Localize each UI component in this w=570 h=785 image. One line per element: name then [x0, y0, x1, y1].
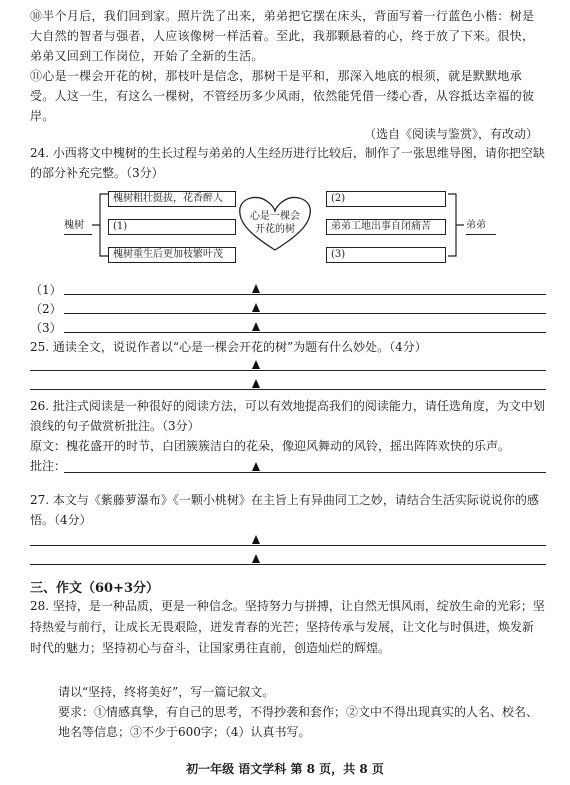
- answer-label-1: （1）: [30, 283, 62, 297]
- mind-map-right-item-2: 弟弟工地出事自闭痛苦: [326, 219, 446, 235]
- mind-map-left-label: 槐树: [64, 219, 92, 235]
- answer-label-2: （2）: [30, 302, 62, 316]
- answer-marker-triangle-icon: [252, 360, 260, 369]
- question-24-text: 24. 小西将文中槐树的生长过程与弟弟的人生经历进行比较后，制作了一张思维导图，请你把空缺的部分补充完整。（3分）: [30, 146, 545, 180]
- mind-map-right-item-3: (3): [326, 247, 446, 263]
- q25-answer-line-2[interactable]: [30, 389, 546, 390]
- question-27-text: 27. 本文与《紫藤萝瀑布》《一颗小桃树》在主旨上有异曲同工之妙，请结合生活实际说说你的感悟。（4分）: [30, 493, 539, 527]
- q27-answer-line-2[interactable]: [30, 564, 546, 565]
- q25-answer-line-1[interactable]: [30, 370, 546, 371]
- page-footer: 初一年级 语文学科 第 8 页，共 8 页: [186, 762, 384, 776]
- mind-map-left-item-1: 槐树粗壮挺拔，花香醉人: [108, 191, 236, 207]
- question-28-text: 28. 坚持，是一种品质，更是一种信念。坚持努力与拼搏，让自然无惧风雨，绽放生命的光彩；坚持热爱与前行，让成长无畏艰险，迸发青春的光芒；坚持传承与发展，让文化与时俱进，焕发新时代的魅力；坚持初心与奋斗，让国家勇往直前，创造灿烂的辉煌。: [30, 599, 545, 655]
- section-3-title: 三、作文（60+3分）: [30, 581, 160, 596]
- mind-map-right-label: 弟弟: [466, 219, 496, 235]
- q26-annotation-label: 批注：: [30, 459, 67, 473]
- answer-marker-triangle-icon: [252, 535, 260, 544]
- answer-marker-triangle-icon: [252, 379, 260, 388]
- answer-marker-triangle-icon: [252, 303, 260, 312]
- left-brace-icon: [90, 190, 110, 260]
- answer-line-3[interactable]: [64, 332, 546, 333]
- mind-map-center-text: 心是一棵会开花的树: [250, 211, 300, 235]
- question-26-text: 26. 批注式阅读是一种很好的阅读方法，可以有效地提高我们的阅读能力，请任选角度，为文中划浪线的句子做赏析批注。（3分）: [30, 399, 545, 433]
- answer-line-1[interactable]: [64, 294, 546, 295]
- passage-source: （选自《阅读与鉴赏》，有改动）: [363, 127, 538, 141]
- q28-prompt: 请以“坚持，终将美好”，写一篇记叙文。: [58, 685, 275, 699]
- q26-answer-line[interactable]: [64, 472, 546, 473]
- answer-marker-triangle-icon: [252, 462, 260, 471]
- q27-answer-line-1[interactable]: [30, 545, 546, 546]
- passage-paragraph-11: ⑪心是一棵会开花的树，那枝叶是信念，那树干是平和，那深入地底的根须，就是默默地承受。人这一生，有这么一棵树，不管经历多少风雨，依然能凭借一缕心香，从容抵达幸福的彼岸。: [30, 69, 535, 123]
- passage-paragraph-10: ⑩半个月后，我们回到家。照片洗了出来，弟弟把它摆在床头，背面写着一行蓝色小楷：树是大自然的智者与强者，人应该像树一样活着。至此，我那颗悬着的心，终于放了下来。很快，弟弟又回到工作岗位，开始了全新的生活。: [30, 9, 535, 63]
- q26-original-sentence: 原文：槐花盛开的时节，白团簇簇洁白的花朵，像迎风舞动的风铃，摇出阵阵欢快的乐声。: [30, 439, 511, 453]
- mind-map-left-item-2: (1): [108, 219, 236, 235]
- answer-marker-triangle-icon: [252, 554, 260, 563]
- answer-marker-triangle-icon: [252, 322, 260, 331]
- q28-requirements: 要求：①情感真挚，有自己的思考，不得抄袭和套作；②文中不得出现真实的人名、校名、地名等信息；③不少于600字；（4）认真书写。: [58, 705, 539, 739]
- mind-map-left-item-3: 槐树重生后更加枝繁叶茂: [108, 247, 236, 263]
- mind-map-right-item-1: (2): [326, 191, 446, 207]
- right-brace-icon: [446, 190, 466, 260]
- answer-line-2[interactable]: [64, 313, 546, 314]
- answer-marker-triangle-icon: [252, 284, 260, 293]
- answer-label-3: （3）: [30, 321, 62, 335]
- question-25-text: 25. 通读全文，说说作者以“心是一棵会开花的树”为题有什么妙处。（4分）: [30, 340, 427, 354]
